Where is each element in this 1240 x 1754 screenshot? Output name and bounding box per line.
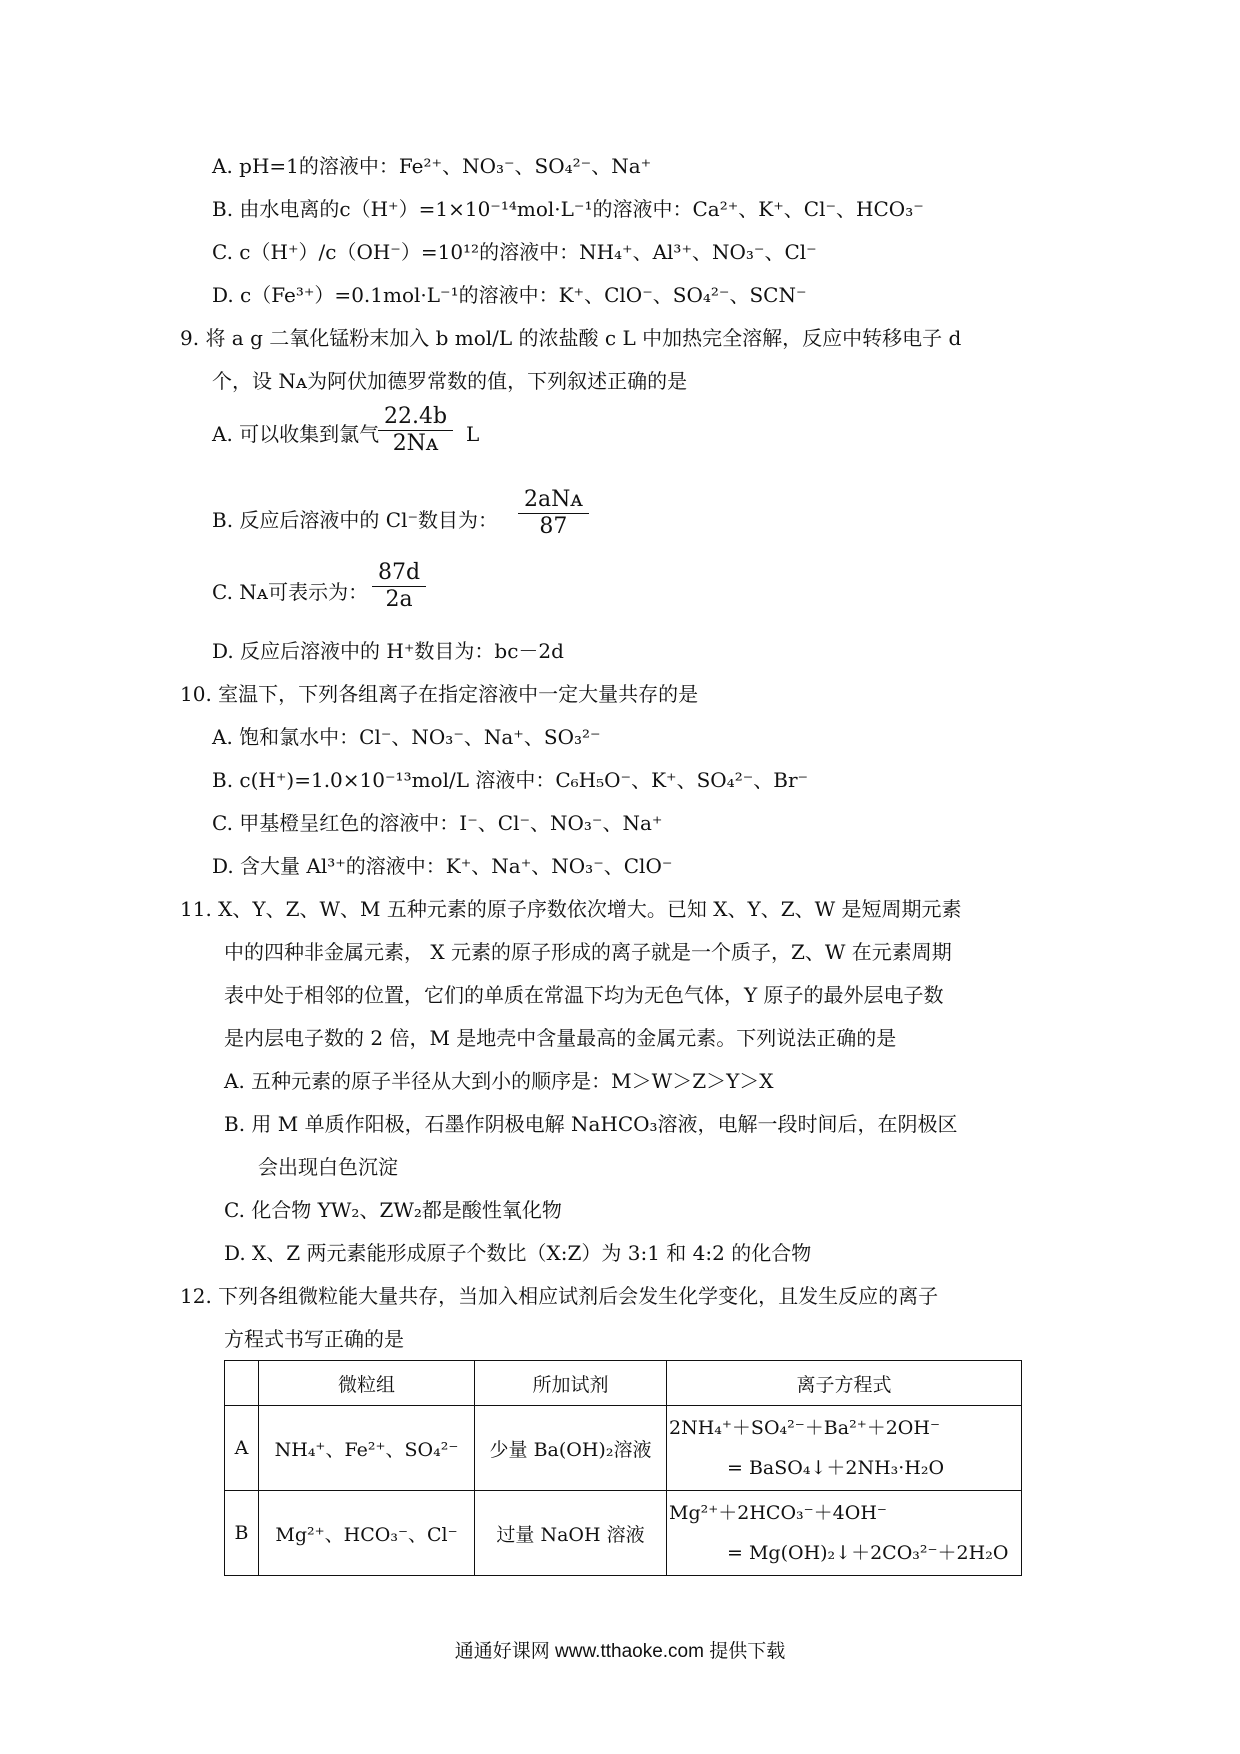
fraction-numerator: 87d <box>378 560 421 585</box>
q9-option-a: A. 可以收集到氯气 <box>212 422 380 446</box>
fraction-numerator: 22.4b <box>384 404 448 429</box>
row-label: B <box>225 1491 259 1576</box>
q10-option-d: D. 含大量 Al³⁺的溶液中：K⁺、Na⁺、NO₃⁻、ClO⁻ <box>212 854 673 878</box>
q12-stem-line2: 方程式书写正确的是 <box>224 1327 404 1351</box>
q10-option-b: B. c(H⁺)=1.0×10⁻¹³mol/L 溶液中：C₆H₅O⁻、K⁺、SO₄²⁻、Br⁻ <box>212 768 809 792</box>
fraction-denominator: 87 <box>539 514 568 539</box>
fraction-denominator: 2Nᴀ <box>392 431 439 456</box>
q12-stem-line1: 12. 下列各组微粒能大量共存，当加入相应试剂后会发生化学变化，且发生反应的离子 <box>180 1284 939 1308</box>
table-row <box>225 1491 1022 1576</box>
q9-option-a-unit: L <box>466 422 480 446</box>
q8-option-a: A. pH=1的溶液中：Fe²⁺、NO₃⁻、SO₄²⁻、Na⁺ <box>212 154 652 178</box>
q11-option-a: A. 五种元素的原子半径从大到小的顺序是：M＞W＞Z＞Y＞X <box>224 1069 774 1093</box>
row-label: A <box>225 1406 259 1491</box>
q9-option-b-fraction <box>518 487 589 540</box>
q9-option-c-fraction <box>372 560 426 613</box>
q9-stem-line1: 9. 将 a g 二氧化锰粉末加入 b mol/L 的浓盐酸 c L 中加热完全溶解，反应中转移电子 d <box>180 326 962 350</box>
fraction-denominator: 2a <box>385 587 413 612</box>
q11-option-d: D. X、Z 两元素能形成原子个数比（X:Z）为 3:1 和 4:2 的化合物 <box>224 1241 812 1265</box>
table-header-particles: 微粒组 <box>259 1361 475 1406</box>
fraction-numerator: 2aNᴀ <box>524 487 583 512</box>
table-row <box>225 1406 1022 1491</box>
q9-option-b: B. 反应后溶液中的 Cl⁻数目为： <box>212 508 499 532</box>
equation-line2: = BaSO₄↓＋2NH₃·H₂O <box>727 1457 945 1479</box>
equation-line1: Mg²⁺＋2HCO₃⁻＋4OH⁻ <box>669 1502 887 1524</box>
q10-option-a: A. 饱和氯水中：Cl⁻、NO₃⁻、Na⁺、SO₃²⁻ <box>212 725 601 749</box>
q11-stem-line1: 11. X、Y、Z、W、M 五种元素的原子序数依次增大。已知 X、Y、Z、W 是短周期元素 <box>180 897 962 921</box>
q9-option-a-fraction <box>378 404 453 457</box>
equation-line2: = Mg(OH)₂↓＋2CO₃²⁻＋2H₂O <box>727 1542 1009 1564</box>
row-reagent: 过量 NaOH 溶液 <box>475 1491 667 1576</box>
page-footer: 通通好课网 www.tthaoke.com 提供下载 <box>454 1641 786 1662</box>
q12-table <box>224 1360 1022 1576</box>
q8-option-c: C. c（H⁺）/c（OH⁻）=10¹²的溶液中：NH₄⁺、Al³⁺、NO₃⁻、Cl⁻ <box>212 240 817 264</box>
q10-stem: 10. 室温下，下列各组离子在指定溶液中一定大量共存的是 <box>180 682 699 706</box>
row-reagent: 少量 Ba(OH)₂溶液 <box>475 1406 667 1491</box>
equation-line1: 2NH₄⁺＋SO₄²⁻＋Ba²⁺＋2OH⁻ <box>669 1417 940 1439</box>
q11-stem-line3: 表中处于相邻的位置，它们的单质在常温下均为无色气体，Y 原子的最外层电子数 <box>224 983 944 1007</box>
q11-stem-line4: 是内层电子数的 2 倍，M 是地壳中含量最高的金属元素。下列说法正确的是 <box>224 1026 897 1050</box>
q8-option-b: B. 由水电离的c（H⁺）=1×10⁻¹⁴mol·L⁻¹的溶液中：Ca²⁺、K⁺、Cl⁻、HCO₃⁻ <box>212 197 924 221</box>
row-particles: Mg²⁺、HCO₃⁻、Cl⁻ <box>259 1491 475 1576</box>
q11-stem-line2: 中的四种非金属元素， X 元素的原子形成的离子就是一个质子，Z、W 在元素周期 <box>224 940 952 964</box>
q9-option-d: D. 反应后溶液中的 H⁺数目为：bc－2d <box>212 639 564 663</box>
table-header-reagent: 所加试剂 <box>475 1361 667 1406</box>
q11-option-b: B. 用 M 单质作阳极，石墨作阴极电解 NaHCO₃溶液，电解一段时间后，在阴极区 <box>224 1112 958 1136</box>
row-particles: NH₄⁺、Fe²⁺、SO₄²⁻ <box>259 1406 475 1491</box>
row-equation <box>667 1491 1022 1576</box>
row-equation <box>667 1406 1022 1491</box>
table-header-label <box>225 1361 259 1406</box>
q11-option-b-cont: 会出现白色沉淀 <box>258 1155 398 1179</box>
q10-option-c: C. 甲基橙呈红色的溶液中：I⁻、Cl⁻、NO₃⁻、Na⁺ <box>212 811 663 835</box>
q9-stem-line2: 个，设 Nᴀ为阿伏加德罗常数的值，下列叙述正确的是 <box>212 369 688 393</box>
q8-option-d: D. c（Fe³⁺）=0.1mol·L⁻¹的溶液中：K⁺、ClO⁻、SO₄²⁻、SCN⁻ <box>212 283 807 307</box>
table-header-row <box>225 1361 1022 1406</box>
table-header-equation: 离子方程式 <box>667 1361 1022 1406</box>
q11-option-c: C. 化合物 YW₂、ZW₂都是酸性氧化物 <box>224 1198 562 1222</box>
q9-option-c: C. Nᴀ可表示为： <box>212 580 369 604</box>
